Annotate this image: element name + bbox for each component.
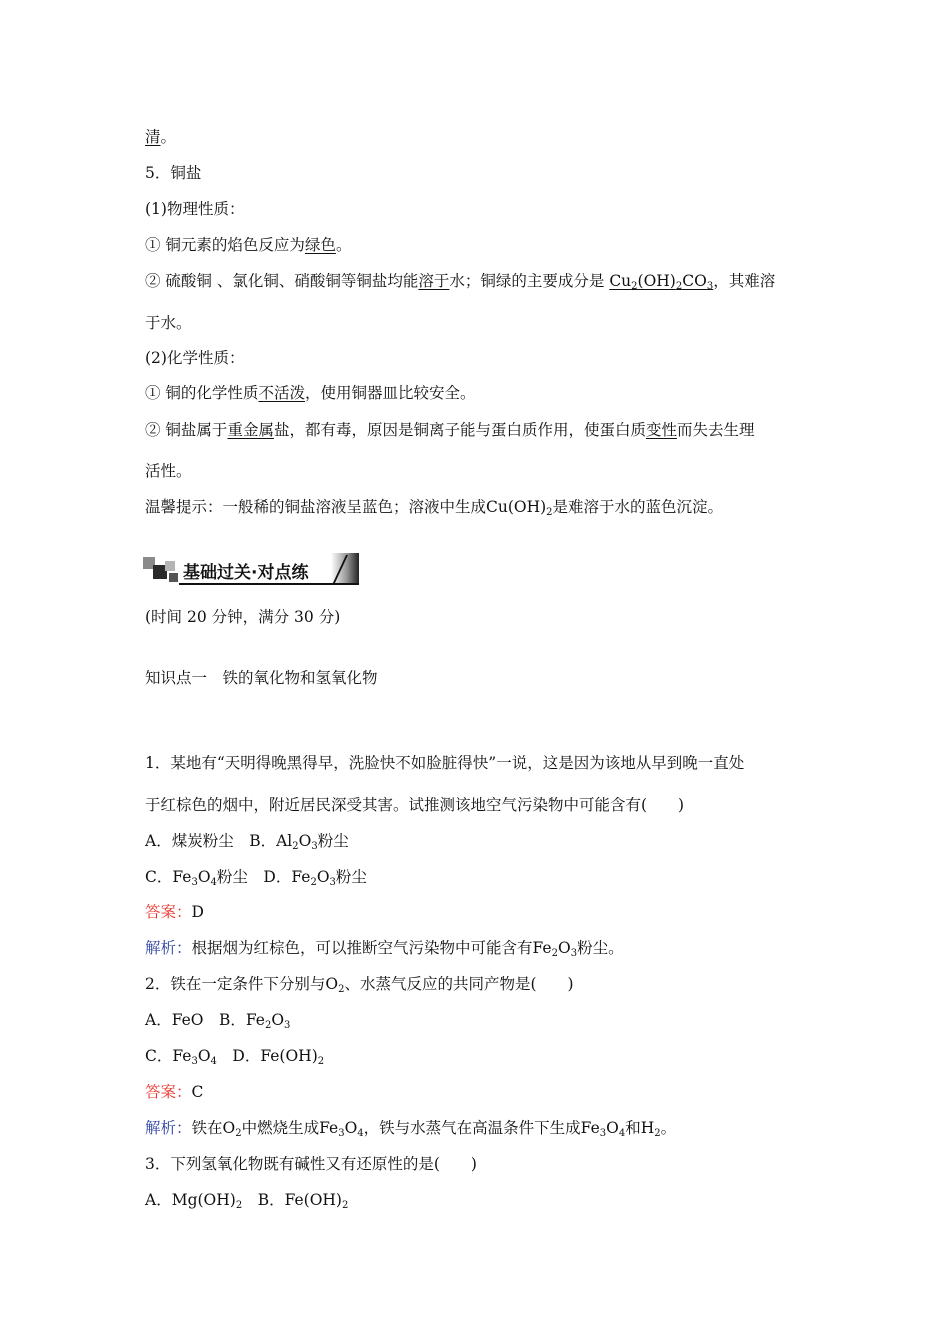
answer-value: D xyxy=(191,903,204,921)
answer-label: 答案： xyxy=(145,1083,192,1101)
text-line: 活性。 xyxy=(145,462,192,480)
question-stem: 于红棕色的烟中，附近居民深受其害。试推测该地空气污染物中可能含有( ) xyxy=(145,796,685,814)
underlined-answer: 绿色 xyxy=(304,236,336,254)
answer-line xyxy=(145,901,204,923)
answer-label: 答案： xyxy=(145,903,192,921)
explanation-label: 解析： xyxy=(145,939,192,957)
underlined-answer: 不活泼 xyxy=(258,384,305,402)
question-options: C．$Fe_3O_4$粉尘 D．$Fe_2O_3$粉尘 xyxy=(145,868,367,888)
text-line: 于水。 xyxy=(145,314,192,332)
decor-square-icon xyxy=(165,561,175,571)
question-options: C．$Fe_3O_4$ D．$Fe(OH)_2$ xyxy=(145,1047,325,1067)
answer-line xyxy=(145,1081,203,1103)
question-options: A．$Mg(OH)_2$ B．$Fe(OH)_2$ xyxy=(145,1191,349,1211)
underlined-answer: 重金属 xyxy=(227,421,274,439)
question-options: A．煤炭粉尘 B．$Al_2O_3$粉尘 xyxy=(145,832,349,852)
explanation-line: 解析：根据烟为红棕色，可以推断空气污染物中可能含有$Fe_2O_3$粉尘。 xyxy=(145,939,624,959)
subheading-physical: (1)物理性质： xyxy=(145,200,245,218)
explanation-label: 解析： xyxy=(145,1119,192,1137)
text-line: ② 硫酸铜 、氯化铜、硝酸铜等铜盐均能溶于水；铜绿的主要成分是 $Cu_2(OH)_2CO_3$，其难溶 xyxy=(145,272,776,292)
underlined-formula: $Cu_2(OH)_2CO_3$ xyxy=(609,272,714,292)
section-banner xyxy=(143,553,363,589)
question-stem: 3．下列氢氧化物既有碱性又有还原性的是( ) xyxy=(145,1155,477,1173)
question-stem: 1．某地有“天明得晚黑得早，洗脸快不如脸脏得快”一说，这是因为该地从早到晚一直处 xyxy=(145,754,745,772)
text-line: ① 铜元素的焰色反应为绿色。 xyxy=(145,236,352,254)
decor-square-icon xyxy=(169,573,178,582)
tip-line: 温馨提示：一般稀的铜盐溶液呈蓝色；溶液中生成$Cu(OH)_2$是难溶于水的蓝色沉淀。 xyxy=(145,498,724,518)
banner-title: 基础过关·对点练 xyxy=(183,563,309,583)
text-line: 清。 xyxy=(145,128,177,146)
section-heading: 5．铜盐 xyxy=(145,164,202,182)
time-note: (时间 20 分钟，满分 30 分) xyxy=(145,608,341,626)
explanation-line: 解析：铁在$O_2$中燃烧生成$Fe_3O_4$，铁与水蒸气在高温条件下生成$Fe_3O_4$和$H_2$。 xyxy=(145,1119,677,1139)
answer-value: C xyxy=(191,1083,204,1101)
question-stem: 2．铁在一定条件下分别与$O_2$、水蒸气反应的共同产物是( ) xyxy=(145,975,574,995)
question-options: A．FeO B．$Fe_2O_3$ xyxy=(145,1011,291,1031)
underlined-answer: 溶于 xyxy=(418,272,450,290)
text-line: ① 铜的化学性质不活泼，使用铜器皿比较安全。 xyxy=(145,384,476,402)
knowledge-point-title: 知识点一 铁的氧化物和氢氧化物 xyxy=(145,669,378,687)
text-line: ② 铜盐属于重金属盐，都有毒，原因是铜离子能与蛋白质作用，使蛋白质变性而失去生理 xyxy=(145,421,755,439)
underlined-answer: 清 xyxy=(145,128,161,146)
subheading-chemical: (2)化学性质： xyxy=(145,349,245,367)
underlined-answer: 变性 xyxy=(645,421,677,439)
banner-underline xyxy=(179,583,359,585)
